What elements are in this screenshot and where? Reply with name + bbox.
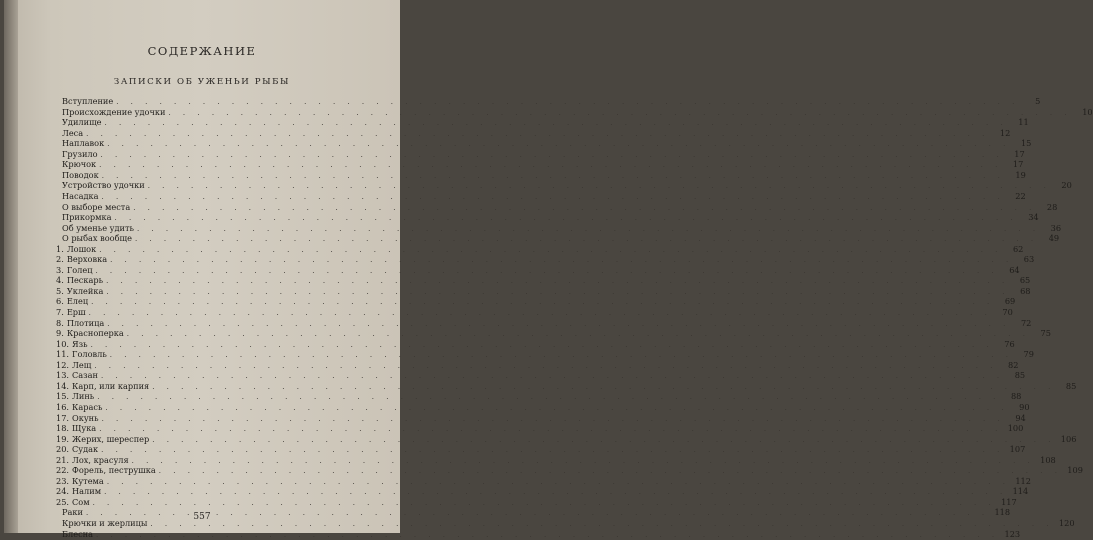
dot-leader	[152, 382, 1055, 392]
toc-entry-page: 17	[1014, 148, 1025, 159]
toc-entry	[62, 212, 1039, 223]
toc-entry	[62, 201, 1058, 212]
toc-entry-label: Верховка	[66, 254, 108, 265]
toc-entry	[56, 465, 1083, 476]
toc-entry-label: Вступление	[62, 96, 114, 106]
toc-entry-page: 76	[1004, 338, 1015, 349]
toc-entry-page: 15	[1020, 138, 1032, 149]
toc-entry	[56, 264, 1020, 275]
dot-leader	[91, 340, 994, 350]
toc-entry-number: 25.	[56, 496, 70, 507]
toc-entry-number: 6.	[56, 296, 64, 307]
dot-leader	[106, 287, 1009, 297]
toc-entry-label: Поводок	[62, 169, 99, 180]
dot-leader	[116, 97, 1019, 107]
dot-leader	[99, 424, 1002, 434]
toc-entry	[56, 391, 1022, 402]
toc-entry-label: Ерш	[66, 307, 86, 317]
toc-entry	[56, 412, 1026, 423]
toc-entry-page: 85	[1065, 380, 1077, 391]
toc-entry	[56, 380, 1077, 391]
toc-entry-label: Уклейка	[66, 285, 104, 296]
toc-entry-label: Насадка	[62, 190, 99, 201]
toc-entry-page: 62	[1012, 243, 1024, 254]
dot-leader	[105, 403, 1008, 413]
toc-entry-page: 22	[1015, 190, 1026, 201]
toc-entry-label: Сом	[72, 496, 90, 507]
toc-entry-page: 79	[1023, 349, 1034, 360]
toc-entry-label: Лошок	[66, 243, 97, 254]
toc-entry-page: 34	[1028, 212, 1039, 223]
dot-leader	[96, 530, 999, 540]
dot-leader	[159, 466, 1062, 476]
toc-entry-number: 13.	[56, 370, 70, 381]
toc-entry-label: Крючки и жерлицы	[62, 518, 148, 528]
dot-leader	[106, 276, 1009, 286]
toc-entry-page: 75	[1040, 328, 1051, 339]
toc-entry	[62, 117, 1029, 128]
dot-leader	[127, 329, 1030, 339]
toc-entry-page: 107	[1009, 444, 1026, 455]
dot-leader	[107, 319, 1010, 329]
toc-entry-label: Блесна	[62, 528, 93, 539]
toc-entry-label: Елец	[66, 296, 89, 307]
toc-entry-page: 88	[1010, 391, 1022, 402]
toc-entry-label: Наплавок	[62, 138, 105, 149]
toc-entry-page: 65	[1019, 275, 1031, 286]
toc-entry-label: Карась	[72, 401, 103, 412]
toc-entry	[56, 285, 1031, 296]
toc-entry-label: Карп, или карпия	[72, 380, 150, 391]
toc-entry-page: 100	[1007, 423, 1024, 434]
toc-entry	[56, 338, 1015, 349]
dot-leader	[94, 361, 997, 371]
dot-leader	[107, 139, 1010, 149]
toc-entry	[56, 349, 1034, 360]
dot-leader	[115, 213, 1018, 223]
toc-entry	[62, 528, 1021, 539]
toc-entry-label: Голец	[66, 264, 93, 275]
toc-entry-page: 106	[1060, 433, 1077, 444]
toc-entry	[62, 159, 1024, 170]
toc-entry-page: 12	[999, 127, 1011, 138]
toc-entry	[56, 486, 1029, 497]
toc-entry	[62, 222, 1062, 233]
toc-entry-page: 90	[1019, 401, 1030, 412]
section-title: ЗАПИСКИ ОБ УЖЕНЬИ РЫБЫ	[113, 77, 291, 87]
toc-entry	[56, 496, 1017, 507]
dot-leader	[89, 308, 992, 318]
toc-entry	[56, 275, 1031, 286]
dot-leader	[102, 192, 1005, 202]
dot-leader	[168, 108, 1071, 118]
toc-entry-label: Кутема	[72, 475, 104, 486]
toc-entry-page: 49	[1048, 233, 1060, 244]
toc-entry-label: Леса	[62, 127, 84, 138]
toc-entry-number: 3.	[56, 264, 64, 275]
toc-entry	[62, 106, 1093, 117]
dot-leader	[102, 414, 1005, 424]
dot-leader	[99, 245, 1002, 255]
toc-entry-label: Лох, красуля	[72, 454, 129, 465]
toc-entry-page: 72	[1020, 317, 1032, 328]
toc-entry	[62, 233, 1060, 244]
toc-entry-label: Щука	[72, 423, 97, 434]
dot-leader	[93, 498, 996, 508]
toc-entry-label: Форель, пеструшка	[72, 465, 156, 476]
dot-leader	[99, 160, 1002, 170]
toc-entry-label: Происхождение удочки	[62, 106, 166, 117]
toc-entry-page: 36	[1050, 222, 1062, 233]
dot-leader	[104, 487, 1007, 497]
toc-entry-number: 15.	[56, 391, 70, 402]
dot-leader	[95, 266, 998, 276]
toc-entry-page: 20	[1061, 180, 1072, 191]
toc-entry-page: 28	[1046, 201, 1058, 212]
dot-leader	[110, 350, 1013, 360]
toc-entry-page: 109	[1067, 465, 1083, 476]
toc-entry-label: Красноперка	[66, 328, 124, 339]
toc-entry-page: 63	[1023, 254, 1035, 265]
toc-entry-label: Сазан	[72, 370, 98, 381]
toc-entry	[62, 180, 1072, 191]
toc-entry-page: 94	[1015, 412, 1026, 423]
toc-entry-number: 24.	[56, 486, 70, 497]
toc-entry-number: 14.	[56, 380, 70, 391]
toc-entry-page: 17	[1012, 159, 1024, 170]
toc-entry-label: Головль	[72, 349, 107, 360]
dot-leader	[101, 445, 1004, 455]
toc-entry-number: 12.	[56, 359, 70, 370]
toc-entry-number: 17.	[56, 412, 70, 423]
toc-entry-label: Крючок	[62, 159, 97, 170]
toc-entry-label: Раки	[62, 507, 83, 518]
toc-entry-number: 23.	[56, 475, 70, 486]
toc-entry-label: Устройство удочки	[62, 180, 145, 191]
toc-entry-page: 118	[994, 507, 1011, 518]
dot-leader	[110, 255, 1013, 265]
toc-entry	[56, 401, 1030, 412]
toc-entry-page: 11	[1018, 117, 1029, 128]
toc-entry-label: Грузило	[62, 148, 98, 159]
toc-entry-number: 19.	[56, 433, 70, 444]
dot-leader	[91, 297, 994, 307]
toc-entry	[56, 433, 1077, 444]
toc-entry-number: 22.	[56, 465, 70, 476]
toc-entry	[56, 307, 1013, 317]
toc-entry-page: 112	[1015, 475, 1031, 486]
toc-entry-label: О выборе места	[62, 201, 131, 212]
toc-entry	[62, 138, 1032, 149]
toc-entry-page: 64	[1009, 264, 1020, 275]
book-page	[4, 0, 1093, 539]
dot-leader	[101, 371, 1004, 381]
toc-entry	[62, 190, 1026, 201]
toc-entry	[56, 359, 1019, 370]
toc-entry-page: 5	[1035, 96, 1041, 106]
toc-entry-label: Прикормка	[62, 212, 112, 223]
page-title: СОДЕРЖАНИЕ	[147, 44, 257, 58]
dot-leader	[137, 224, 1040, 234]
toc-entry	[56, 296, 1016, 307]
toc-entry	[62, 127, 1011, 138]
toc-entry-label: Лещ	[72, 359, 92, 370]
dot-leader	[86, 129, 989, 139]
dot-leader	[152, 435, 1055, 445]
table-of-contents	[4, 0, 1093, 539]
dot-leader	[148, 181, 1051, 191]
toc-entry-page: 114	[1012, 486, 1029, 497]
toc-entry	[56, 370, 1026, 381]
toc-entry-number: 7.	[56, 307, 64, 317]
toc-entry	[56, 328, 1051, 339]
toc-entry	[56, 454, 1056, 465]
toc-entry-label: Язь	[72, 338, 88, 349]
toc-entry-number: 2.	[56, 254, 64, 265]
dot-leader	[102, 171, 1005, 181]
toc-entry	[56, 475, 1031, 486]
toc-entry-page: 19	[1015, 169, 1026, 180]
toc-entry-page: 10	[1082, 106, 1093, 117]
toc-entry-label: Об уменье удить	[62, 222, 134, 233]
toc-entry-number: 5.	[56, 285, 64, 296]
dot-leader	[101, 150, 1004, 160]
toc-entry-label: Удилище	[62, 117, 102, 128]
toc-entry-page: 120	[1058, 518, 1075, 528]
toc-entry	[56, 444, 1026, 455]
toc-entry-label: Жерих, шереспер	[72, 433, 150, 444]
toc-entry-number: 18.	[56, 423, 70, 434]
toc-entry-page: 108	[1040, 454, 1056, 465]
toc-entry-page: 69	[1004, 296, 1016, 307]
toc-entry	[56, 243, 1024, 254]
toc-entry-label: Плотица	[66, 317, 105, 328]
toc-entry-number: 9.	[56, 328, 64, 339]
toc-entry-label: Линь	[72, 391, 95, 402]
dot-leader	[135, 234, 1038, 244]
page-number: 557	[193, 512, 211, 522]
toc-entry-page: 70	[1002, 307, 1013, 317]
toc-entry-label: Окунь	[72, 412, 99, 423]
toc-entry-label: Налим	[72, 486, 102, 497]
toc-entry-page: 117	[1001, 496, 1017, 507]
toc-entry-page: 85	[1014, 370, 1026, 381]
toc-entry-number: 16.	[56, 401, 70, 412]
toc-entry	[56, 423, 1024, 434]
dot-leader	[133, 203, 1036, 213]
toc-entry-label: Пескарь	[66, 275, 104, 286]
dot-leader	[105, 118, 1008, 128]
toc-entry-label: О рыбах вообще	[62, 233, 132, 244]
toc-entry-page: 82	[1008, 359, 1019, 370]
toc-entry-number: 1.	[56, 243, 64, 254]
toc-entry-label: Судак	[72, 444, 99, 455]
toc-entry	[56, 317, 1032, 328]
toc-entry-number: 20.	[56, 444, 70, 455]
toc-entry	[62, 169, 1026, 180]
toc-entry-page: 68	[1020, 285, 1031, 296]
toc-entry-number: 4.	[56, 275, 64, 286]
toc-entry-number: 11.	[56, 349, 70, 360]
toc-entry	[62, 96, 1041, 106]
toc-entry-number: 10.	[56, 338, 70, 349]
toc-entry-number: 8.	[56, 317, 64, 328]
dot-leader	[132, 456, 1035, 466]
dot-leader	[97, 392, 1000, 402]
toc-entry-number: 21.	[56, 454, 70, 465]
toc-entry	[62, 148, 1025, 159]
toc-entry	[56, 254, 1035, 265]
dot-leader	[107, 477, 1010, 487]
toc-entry-page: 123	[1004, 528, 1021, 539]
